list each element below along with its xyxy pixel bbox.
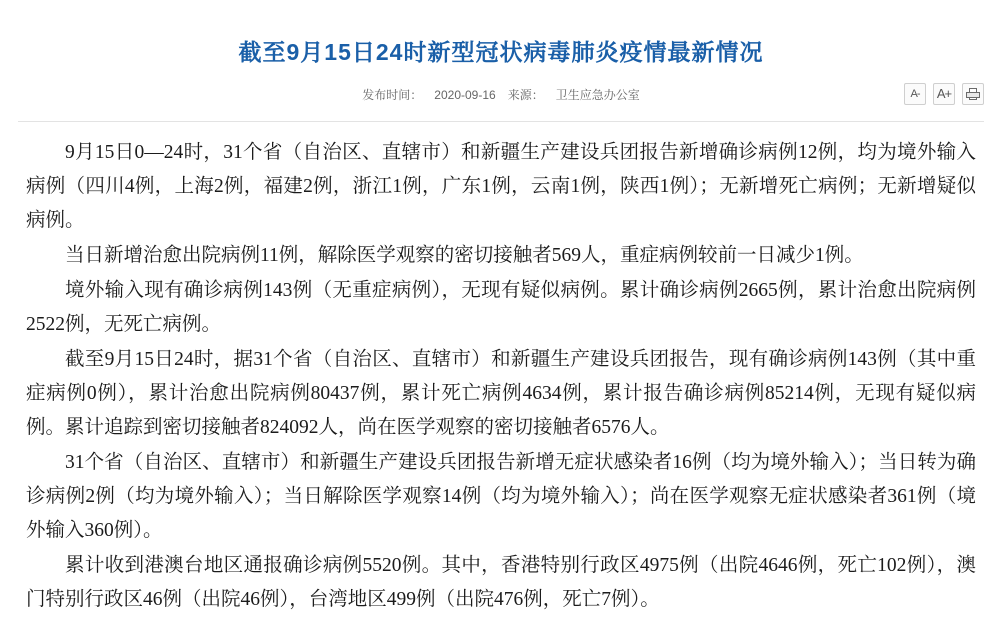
paragraph: 累计收到港澳台地区通报确诊病例5520例。其中，香港特别行政区4975例（出院4646例，死亡102例），澳门特别行政区46例（出院46例），台湾地区499例（出院476例，死亡7例）。 [26,554,976,610]
decrease-font-label: A- [910,87,920,100]
publish-time-label: 发布时间： [362,87,423,102]
article-tools [904,83,984,105]
paragraph: 境外输入现有确诊病例143例（无重症病例），无现有疑似病例。累计确诊病例2665例，累计治愈出院病例2522例，无死亡病例。 [26,279,976,335]
paragraph: 9月15日0—24时，31个省（自治区、直辖市）和新疆生产建设兵团报告新增确诊病例12例，均为境外输入病例（四川4例，上海2例，福建2例，浙江1例，广东1例，云南1例，陕西1例）；无新增死亡病例；无新增疑似病例。 [26,141,976,231]
increase-font-button[interactable] [933,83,955,105]
paragraph: 31个省（自治区、直辖市）和新疆生产建设兵团报告新增无症状感染者16例（均为境外输入）；当日转为确诊病例2例（均为境外输入）；当日解除医学观察14例（均为境外输入）；尚在医学观察无症状感染者361例（境外输入360例）。 [26,451,976,541]
publish-date: 2020-09-16 [434,87,496,102]
source-label: 来源： [507,87,544,102]
article-page [0,15,1002,610]
article-body [0,122,1002,617]
meta-text [0,85,1002,105]
paragraph: 当日新增治愈出院病例11例，解除医学观察的密切接触者569人，重症病例较前一日减少1例。 [65,244,864,266]
increase-font-label: A+ [936,85,952,101]
print-button[interactable] [962,83,984,105]
printer-icon [966,88,980,100]
source-name: 卫生应急办公室 [555,87,640,102]
paragraph: 截至9月15日24时，据31个省（自治区、直辖市）和新疆生产建设兵团报告，现有确诊病例143例（其中重症病例0例），累计治愈出院病例80437例，累计死亡病例4634例，累计报告确诊病例85214例，无现有疑似病例。累计追踪到密切接触者824092人，尚在医学观察的密切接触者6576人。 [26,348,976,438]
page-title: 截至9月15日24时新型冠状病毒肺炎疫情最新情况 [238,39,764,66]
decrease-font-button[interactable] [904,83,926,105]
article-meta [0,85,1002,115]
